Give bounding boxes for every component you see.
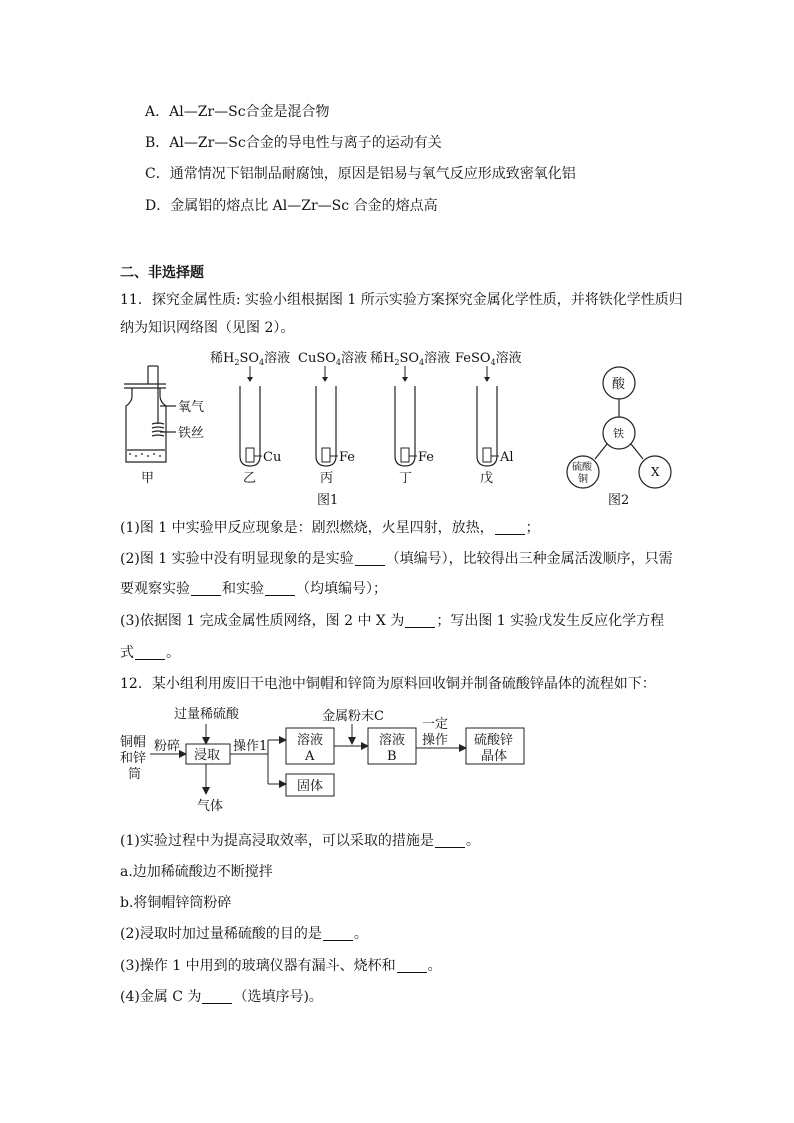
section-title: 二、非选择题 <box>120 265 204 281</box>
oxygen-jar <box>124 366 176 462</box>
jar-label: 甲 <box>141 471 155 486</box>
svg-text:溶液: 溶液 <box>379 733 406 748</box>
option-b: B．Al—Zr—Sc合金的导电性与离子的运动有关 <box>145 135 442 151</box>
svg-text:A: A <box>305 749 315 764</box>
svg-text:Fe: Fe <box>339 450 356 465</box>
tube-wu <box>455 350 522 486</box>
node-cuso4-line1: 硫酸 <box>572 462 592 473</box>
svg-text:气体: 气体 <box>197 799 224 814</box>
q11-sub2: (2)图 1 实验中没有明显现象的是实验 （填编号），比较得出三种金属活泼顺序，只需 <box>120 551 673 567</box>
svg-text:溶液: 溶液 <box>297 733 324 748</box>
answer-blank[interactable] <box>135 645 165 660</box>
option-d: D．金属铝的熔点比 Al—Zr—Sc 合金的熔点高 <box>145 198 438 214</box>
q11-sub2-cont: 要观察实验 和实验 （均填编号）； <box>120 581 387 597</box>
svg-text:铜帽: 铜帽 <box>120 735 147 750</box>
svg-text:硫酸锌: 硫酸锌 <box>474 733 514 748</box>
q11-sub3: (3)依据图 1 完成金属性质网络，图 2 中 X 为 ；写出图 1 实验戊发生反应化学方程 <box>120 613 665 629</box>
q11-stem-line2: 纳为知识网络图（见图 2）。 <box>120 320 295 336</box>
tube-bing <box>298 350 367 486</box>
svg-text:FeSO4溶液: FeSO$_4$溶液 <box>455 351 522 367</box>
svg-text:稀H2SO4溶液: 稀$H_2SO_4$溶液 <box>210 351 291 367</box>
svg-text:戊: 戊 <box>480 471 494 486</box>
q12-sub2: (2)浸取时加过量稀硫酸的目的是 。 <box>120 926 368 942</box>
svg-text:丁: 丁 <box>399 471 413 486</box>
fig2-caption: 图2 <box>608 493 630 508</box>
option-a: A．Al—Zr—Sc合金是混合物 <box>145 104 330 120</box>
q12-stem: 12．某小组利用废旧干电池中铜帽和锌筒为原料回收铜并制备硫酸锌晶体的流程如下： <box>120 676 656 692</box>
svg-text:固体: 固体 <box>297 779 324 794</box>
tube-ding <box>370 350 450 486</box>
svg-text:操作1: 操作1 <box>233 739 268 754</box>
svg-text:稀H2SO4溶液: 稀$H_2SO_4$溶液 <box>370 351 451 367</box>
node-x: X <box>651 465 660 479</box>
node-cuso4-line2: 铜 <box>578 474 588 485</box>
svg-text:筒: 筒 <box>128 767 142 782</box>
jar-wire-label: 铁丝 <box>178 426 205 441</box>
svg-text:CuSO4溶液: CuSO$_4$溶液 <box>298 351 367 367</box>
answer-blank[interactable] <box>405 613 435 628</box>
svg-text:一定: 一定 <box>422 717 449 732</box>
node-iron: 铁 <box>613 427 624 440</box>
q12-sub3: (3)操作 1 中用到的玻璃仪器有漏斗、烧杯和 。 <box>120 958 442 974</box>
fig1-caption: 图1 <box>317 493 339 508</box>
answer-blank[interactable] <box>323 926 353 941</box>
q12-option-b: b.将铜帽锌筒粉碎 <box>120 895 232 911</box>
answer-blank[interactable] <box>397 958 427 973</box>
q12-option-a: a.边加稀硫酸边不断搅拌 <box>120 864 273 880</box>
svg-text:浸取: 浸取 <box>194 748 221 763</box>
svg-text:乙: 乙 <box>243 471 257 486</box>
svg-text:和锌: 和锌 <box>120 751 147 766</box>
answer-blank[interactable] <box>435 833 465 848</box>
answer-blank[interactable] <box>495 520 525 535</box>
answer-blank[interactable] <box>202 989 232 1004</box>
q12-sub1: (1)实验过程中为提高浸取效率，可以采取的措施是 。 <box>120 833 480 849</box>
q12-sub4: (4)金属 C 为 （选填序号)。 <box>120 989 323 1005</box>
svg-text:金属粉末C: 金属粉末C <box>322 709 384 724</box>
answer-blank[interactable] <box>265 581 295 596</box>
svg-text:Fe: Fe <box>418 450 435 465</box>
svg-text:粉碎: 粉碎 <box>154 739 181 754</box>
svg-text:晶体: 晶体 <box>481 749 508 764</box>
svg-text:B: B <box>387 749 397 764</box>
tube-yi <box>210 350 290 486</box>
q11-sub1: (1)图 1 中实验甲反应现象是：剧烈燃烧，火星四射，放热， ； <box>120 520 540 536</box>
q12-flowchart <box>118 702 538 818</box>
answer-blank[interactable] <box>191 581 221 596</box>
q11-stem-line1: 11．探究金属性质: 实验小组根据图 1 所示实验方案探究金属化学性质，并将铁化学性质归 <box>120 292 683 308</box>
svg-text:丙: 丙 <box>320 471 334 486</box>
option-c: C．通常情况下铝制品耐腐蚀，原因是铝易与氧气反应形成致密氧化铝 <box>145 166 576 182</box>
svg-text:操作: 操作 <box>422 733 449 748</box>
q11-sub3-cont: 式 。 <box>120 645 180 661</box>
jar-oxygen-label: 氧气 <box>178 400 205 415</box>
svg-text:过量稀硫酸: 过量稀硫酸 <box>174 707 240 722</box>
q11-figure <box>110 344 700 510</box>
node-acid: 酸 <box>612 377 626 392</box>
svg-text:Cu: Cu <box>263 450 282 465</box>
answer-blank[interactable] <box>355 551 385 566</box>
svg-text:Al: Al <box>500 450 514 465</box>
